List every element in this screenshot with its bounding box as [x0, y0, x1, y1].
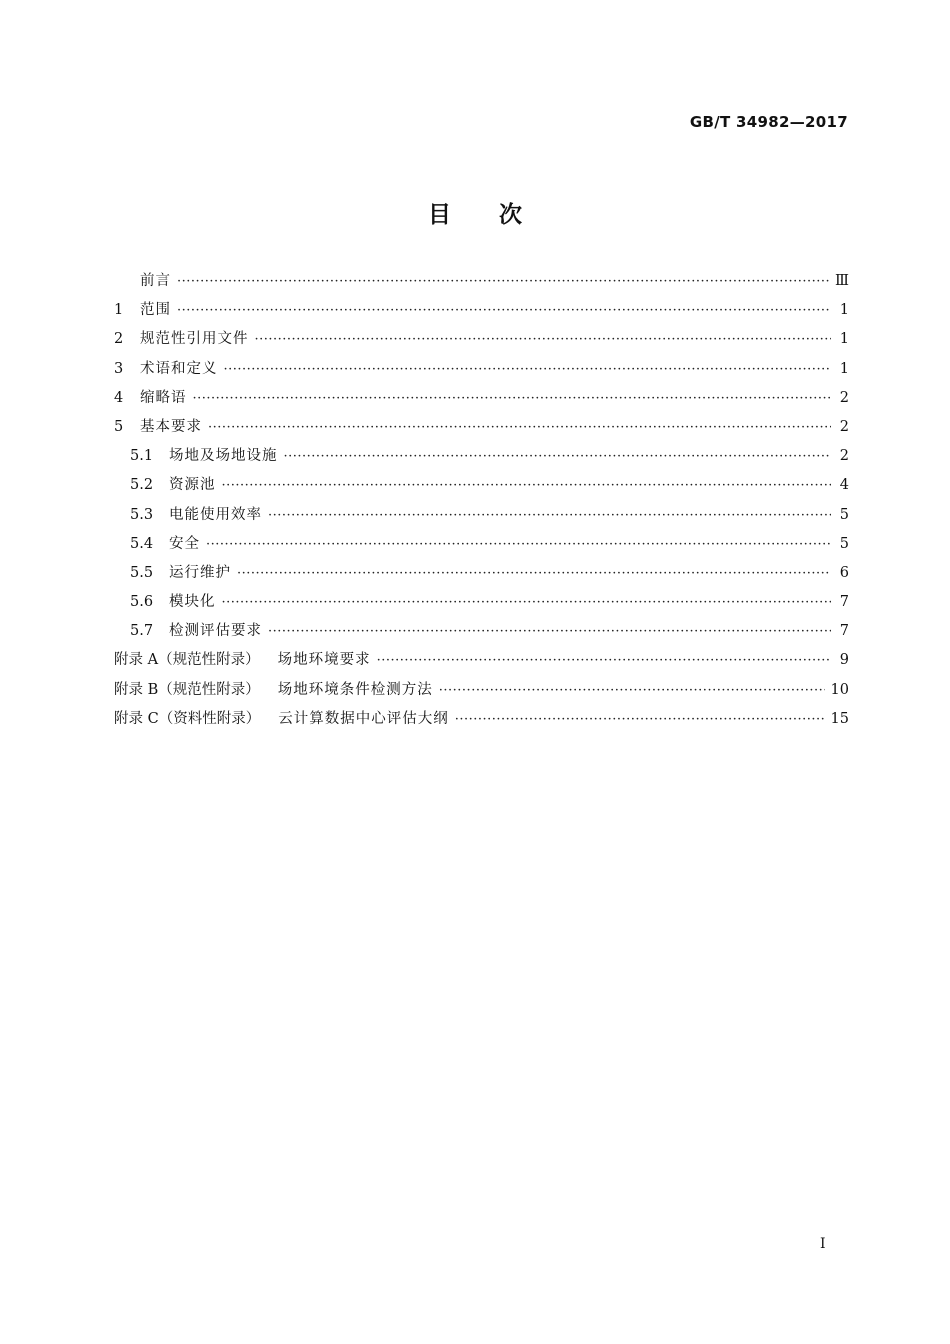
- toc-entry-page: 6: [839, 564, 849, 581]
- toc-entry-label: 运行维护: [169, 564, 231, 581]
- toc-entry-label: 术语和定义: [140, 360, 218, 377]
- toc-entry-label: 范围: [140, 302, 171, 319]
- toc-entry-number: 5.4: [130, 535, 154, 552]
- toc-entry-number: 4: [114, 389, 124, 406]
- toc-entry[interactable]: [114, 357, 849, 386]
- toc-entry-label: 基本要求: [140, 418, 202, 435]
- toc-entry-page: 1: [839, 302, 849, 319]
- standard-code: GB/T 34982—2017: [689, 113, 848, 131]
- toc-entry-number: 3: [114, 360, 124, 377]
- toc-entry[interactable]: [114, 503, 849, 532]
- toc-entry-number: 5.1: [130, 448, 154, 465]
- toc-entry[interactable]: [114, 678, 849, 707]
- toc-entry-page: 1: [839, 331, 849, 348]
- toc-entry-label: 电能使用效率: [169, 506, 262, 523]
- page-number: I: [820, 1236, 826, 1252]
- toc-entry-label: 前言: [140, 273, 171, 289]
- toc-entry-page: 5: [839, 535, 849, 552]
- toc-entry-label: 安全: [169, 535, 200, 552]
- toc-leader-dots: [377, 653, 831, 668]
- toc-entry-number: 1: [114, 302, 124, 319]
- toc-entry[interactable]: [114, 707, 849, 736]
- toc-entry-number: 2: [114, 331, 124, 348]
- toc-entry-page: 9: [839, 652, 849, 669]
- toc-leader-dots: [455, 712, 825, 727]
- toc-entry-number: 附录 C（资料性附录）: [114, 710, 261, 727]
- toc-entry-page: 2: [839, 448, 849, 465]
- toc-entry[interactable]: [114, 327, 849, 356]
- toc-entry-label: 资源池: [169, 477, 216, 494]
- toc-entry-label: 模块化: [169, 594, 216, 611]
- toc-entry[interactable]: [114, 444, 849, 473]
- toc-entry-page: 2: [839, 389, 849, 406]
- toc-entry-number: 5: [114, 418, 124, 435]
- toc-entry-label: 缩略语: [140, 389, 187, 406]
- toc-entry[interactable]: [114, 561, 849, 590]
- toc-entry-label: 场地及场地设施: [169, 448, 278, 465]
- toc-leader-dots: [206, 537, 831, 552]
- toc-entry-number: 5.3: [130, 506, 154, 523]
- toc-entry-page: 15: [830, 710, 849, 727]
- toc-entry-number: 5.7: [130, 623, 154, 640]
- toc-entry[interactable]: [114, 298, 849, 327]
- toc-leader-dots: [284, 449, 832, 464]
- toc-leader-dots: [177, 274, 829, 289]
- table-of-contents: [114, 269, 849, 736]
- toc-entry-page: 2: [839, 418, 849, 435]
- toc-leader-dots: [255, 332, 832, 347]
- toc-entry[interactable]: [114, 386, 849, 415]
- toc-entry[interactable]: [114, 415, 849, 444]
- toc-entry-page: 4: [839, 477, 849, 494]
- toc-entry-label: 场地环境要求: [277, 652, 371, 669]
- toc-entry-page: 5: [839, 506, 849, 523]
- toc-entry[interactable]: [114, 269, 849, 298]
- toc-entry-number: 附录 B（规范性附录）: [114, 681, 260, 698]
- toc-entry[interactable]: [114, 473, 849, 502]
- toc-leader-dots: [208, 420, 831, 435]
- toc-entry-page: 10: [830, 681, 849, 698]
- toc-leader-dots: [268, 508, 831, 523]
- toc-entry-number: 5.2: [130, 477, 154, 494]
- toc-leader-dots: [222, 595, 832, 610]
- toc-entry-label: 检测评估要求: [169, 623, 262, 640]
- toc-entry[interactable]: [114, 648, 849, 677]
- toc-leader-dots: [237, 566, 831, 581]
- toc-entry[interactable]: [114, 619, 849, 648]
- toc-entry-number: 5.6: [130, 594, 154, 611]
- toc-entry-page: Ⅲ: [835, 273, 849, 289]
- toc-entry[interactable]: [114, 590, 849, 619]
- toc-entry-label: 云计算数据中心评估大纲: [278, 710, 449, 727]
- toc-entry-page: 1: [839, 360, 849, 377]
- toc-leader-dots: [222, 478, 832, 493]
- toc-entry-number: 附录 A（规范性附录）: [114, 652, 260, 669]
- toc-leader-dots: [439, 683, 825, 698]
- toc-leader-dots: [224, 362, 832, 377]
- toc-entry-number: 5.5: [130, 564, 154, 581]
- toc-entry-label: 规范性引用文件: [140, 331, 249, 348]
- toc-entry-label: 场地环境条件检测方法: [277, 681, 433, 698]
- toc-leader-dots: [193, 391, 832, 406]
- toc-entry[interactable]: [114, 532, 849, 561]
- toc-entry-page: 7: [839, 623, 849, 640]
- toc-leader-dots: [177, 303, 831, 318]
- page-title: 目次: [428, 201, 570, 228]
- toc-leader-dots: [268, 624, 831, 639]
- toc-entry-page: 7: [839, 594, 849, 611]
